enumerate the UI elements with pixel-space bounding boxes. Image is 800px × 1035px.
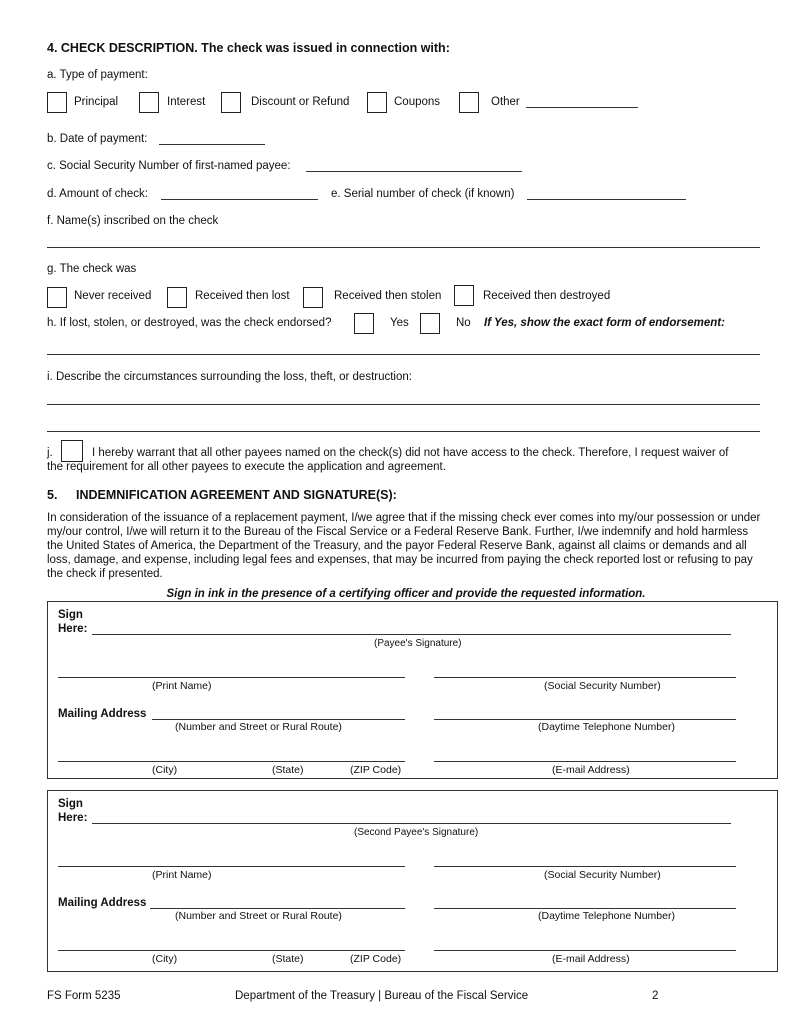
endorsed-yes-checkbox[interactable] — [354, 313, 374, 334]
date-of-payment-field[interactable] — [159, 144, 265, 145]
coupons-label: Coupons — [394, 96, 441, 108]
serial-number-field[interactable] — [527, 199, 686, 200]
footer-page-number: 2 — [652, 990, 659, 1002]
interest-label: Interest — [167, 96, 206, 108]
street-caption: (Number and Street or Rural Route) — [175, 721, 342, 733]
print-name-caption: (Print Name) — [152, 869, 212, 881]
ssn-field[interactable] — [306, 171, 522, 172]
zip-caption: (ZIP Code) — [350, 953, 402, 965]
waiver-checkbox[interactable] — [61, 440, 83, 462]
city-caption: (City) — [152, 764, 178, 776]
type-of-payment-label: a. Type of payment: — [47, 69, 148, 81]
amount-label: d. Amount of check: — [47, 188, 149, 200]
discount-refund-label: Discount or Refund — [251, 96, 350, 108]
principal-label: Principal — [74, 96, 119, 108]
endorsed-no-label: No — [456, 317, 471, 329]
received-destroyed-label: Received then destroyed — [483, 290, 611, 302]
mailing-address-label: Mailing Address — [58, 897, 147, 909]
footer-form-number: FS Form 5235 — [47, 990, 121, 1002]
here-label: Here: — [58, 812, 88, 824]
payee-signature-caption: (Payee's Signature) — [374, 638, 462, 649]
street-caption: (Number and Street or Rural Route) — [175, 910, 342, 922]
email-field[interactable] — [434, 950, 736, 951]
waiver-text-line-1: I hereby warrant that all other payees named on the check(s) did not have access to the check. Therefore, I request waiver of — [92, 447, 729, 459]
sign-label: Sign — [58, 798, 83, 810]
ssn-caption: (Social Security Number) — [544, 680, 661, 692]
signature-block-1 — [47, 601, 778, 779]
section-5-number: 5. — [47, 488, 58, 502]
section-4-heading: 4. CHECK DESCRIPTION. The check was issued in connection with: — [47, 41, 450, 55]
here-label: Here: — [58, 623, 88, 635]
amount-field[interactable] — [161, 199, 318, 200]
payee-signature-field[interactable] — [92, 634, 731, 635]
other-checkbox[interactable] — [459, 92, 479, 113]
circumstances-field-line-1[interactable] — [47, 404, 760, 405]
indemnification-paragraph: In consideration of the issuance of a replacement payment, I/we agree that if the missing check ever comes into my/our possession or under my/our control, I/we will return it to the Bureau of the Fiscal Service or a Federal Reserve Bank. Further, I/we indemnify and hold harmless the United States of America, the Department of the Treasury, and the payor Federal Reserve Bank, against all claims or demands and all loss, damage, and expense, including legal fees and expenses, that may be incurred from paying the check reported lost or refusing to pay the check if presented. — [47, 512, 761, 580]
ssn-signature-field[interactable] — [434, 677, 736, 678]
discount-refund-checkbox[interactable] — [221, 92, 241, 113]
received-lost-checkbox[interactable] — [167, 287, 187, 308]
received-stolen-checkbox[interactable] — [303, 287, 323, 308]
print-name-field[interactable] — [58, 866, 405, 867]
endorsement-note: If Yes, show the exact form of endorsement: — [484, 317, 725, 329]
circumstances-field-line-2[interactable] — [47, 431, 760, 432]
email-caption: (E-mail Address) — [552, 764, 630, 776]
never-received-label: Never received — [74, 290, 152, 302]
section-5-heading: INDEMNIFICATION AGREEMENT AND SIGNATURE(S): — [76, 488, 397, 502]
print-name-field[interactable] — [58, 677, 405, 678]
other-field[interactable] — [526, 107, 638, 108]
coupons-checkbox[interactable] — [367, 92, 387, 113]
signing-instruction: Sign in ink in the presence of a certifying officer and provide the requested information. — [166, 588, 646, 600]
received-destroyed-checkbox[interactable] — [454, 285, 474, 306]
circumstances-label: i. Describe the circumstances surrounding the loss, theft, or destruction: — [47, 371, 412, 383]
principal-checkbox[interactable] — [47, 92, 67, 113]
names-inscribed-label: f. Name(s) inscribed on the check — [47, 215, 219, 227]
signature-block-2 — [47, 790, 778, 972]
interest-checkbox[interactable] — [139, 92, 159, 113]
sign-label: Sign — [58, 609, 83, 621]
state-caption: (State) — [272, 764, 304, 776]
phone-caption: (Daytime Telephone Number) — [538, 721, 675, 733]
endorsed-question: h. If lost, stolen, or destroyed, was the check endorsed? — [47, 317, 332, 329]
city-state-zip-field[interactable] — [58, 761, 405, 762]
footer-agency: Department of the Treasury | Bureau of the Fiscal Service — [235, 990, 529, 1002]
endorsed-yes-label: Yes — [390, 317, 409, 329]
endorsement-field[interactable] — [47, 354, 760, 355]
city-state-zip-field[interactable] — [58, 950, 405, 951]
received-lost-label: Received then lost — [195, 290, 290, 302]
ssn-signature-field[interactable] — [434, 866, 736, 867]
check-was-label: g. The check was — [47, 263, 137, 275]
phone-caption: (Daytime Telephone Number) — [538, 910, 675, 922]
ssn-label: c. Social Security Number of first-named payee: — [47, 160, 291, 172]
endorsed-no-checkbox[interactable] — [420, 313, 440, 334]
ssn-caption: (Social Security Number) — [544, 869, 661, 881]
names-inscribed-field[interactable] — [47, 247, 760, 248]
date-of-payment-label: b. Date of payment: — [47, 133, 148, 145]
second-payee-signature-field[interactable] — [92, 823, 731, 824]
waiver-prefix: j. — [47, 447, 53, 459]
serial-number-label: e. Serial number of check (if known) — [331, 188, 515, 200]
email-caption: (E-mail Address) — [552, 953, 630, 965]
mailing-address-label: Mailing Address — [58, 708, 147, 720]
state-caption: (State) — [272, 953, 304, 965]
city-caption: (City) — [152, 953, 178, 965]
zip-caption: (ZIP Code) — [350, 764, 402, 776]
print-name-caption: (Print Name) — [152, 680, 212, 692]
never-received-checkbox[interactable] — [47, 287, 67, 308]
email-field[interactable] — [434, 761, 736, 762]
second-payee-signature-caption: (Second Payee's Signature) — [354, 827, 479, 838]
received-stolen-label: Received then stolen — [334, 290, 442, 302]
other-label: Other — [491, 96, 520, 108]
waiver-text-line-2: the requirement for all other payees to execute the application and agreement. — [47, 461, 446, 473]
